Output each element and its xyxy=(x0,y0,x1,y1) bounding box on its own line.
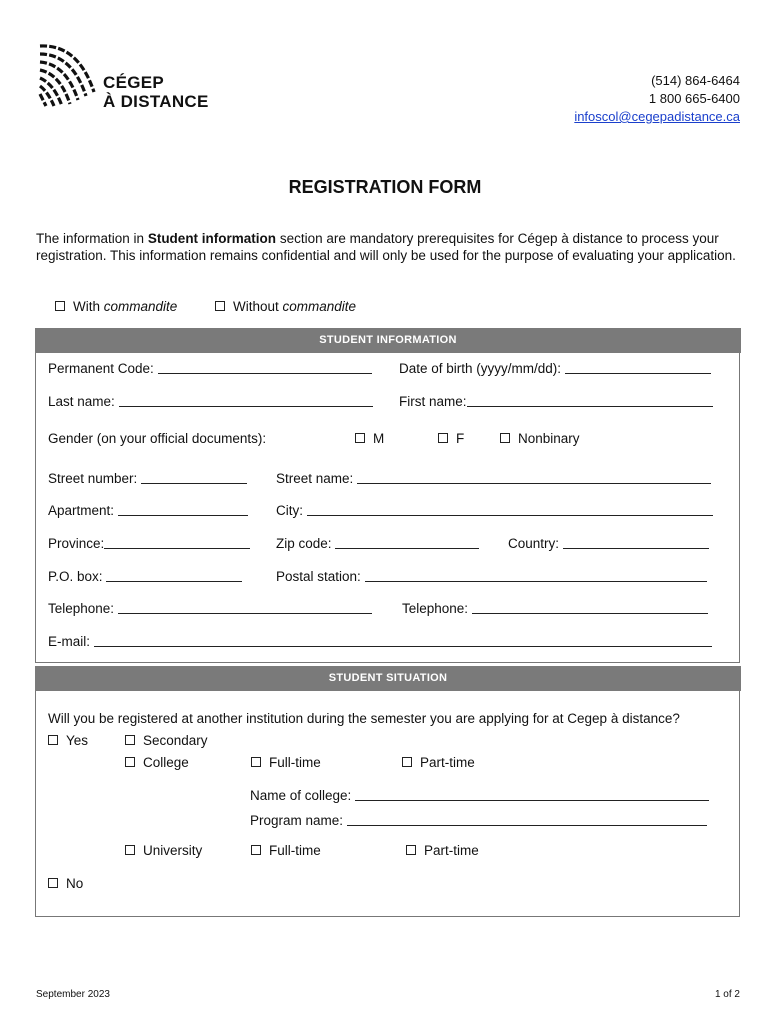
program-name-field[interactable]: Program name: xyxy=(250,813,707,828)
university-full-time-option[interactable]: Full-time xyxy=(251,843,321,858)
with-commandite-option[interactable]: With commandite xyxy=(55,299,177,314)
checkbox-icon[interactable] xyxy=(48,735,58,745)
checkbox-icon[interactable] xyxy=(251,845,261,855)
gender-nonbinary-option[interactable]: Nonbinary xyxy=(500,431,580,446)
checkbox-icon[interactable] xyxy=(125,735,135,745)
permanent-code-field[interactable]: Permanent Code: xyxy=(48,361,372,376)
intro-bold: Student information xyxy=(147,231,277,246)
apartment-field[interactable]: Apartment: xyxy=(48,503,248,518)
zip-code-field[interactable]: Zip code: xyxy=(276,536,479,551)
dob-field[interactable]: Date of birth (yyyy/mm/dd): xyxy=(399,361,711,376)
street-number-field[interactable]: Street number: xyxy=(48,471,247,486)
postal-station-field[interactable]: Postal station: xyxy=(276,569,707,584)
checkbox-icon[interactable] xyxy=(125,845,135,855)
situation-question: Will you be registered at another institution during the semester you are applying for at Cegep à distance? xyxy=(48,711,680,726)
yes-option[interactable]: Yes xyxy=(48,733,88,748)
email-field[interactable]: E-mail: xyxy=(48,634,712,649)
country-field[interactable]: Country: xyxy=(508,536,709,551)
checkbox-icon[interactable] xyxy=(251,757,261,767)
logo-mark-icon xyxy=(38,42,98,108)
gender-label: Gender (on your official documents): xyxy=(48,431,267,446)
without-commandite-option[interactable]: Without commandite xyxy=(215,299,356,314)
university-option[interactable]: University xyxy=(125,843,202,858)
checkbox-icon[interactable] xyxy=(48,878,58,888)
university-part-time-option[interactable]: Part-time xyxy=(406,843,479,858)
footer-page-number: 1 of 2 xyxy=(714,989,740,1000)
telephone-field-1[interactable]: Telephone: xyxy=(48,601,372,616)
telephone-field-2[interactable]: Telephone: xyxy=(402,601,708,616)
checkbox-icon[interactable] xyxy=(402,757,412,767)
po-box-field[interactable]: P.O. box: xyxy=(48,569,242,584)
checkbox-icon[interactable] xyxy=(55,301,65,311)
logo xyxy=(38,42,98,111)
gender-m-option[interactable]: M xyxy=(355,431,384,446)
checkbox-icon[interactable] xyxy=(125,757,135,767)
secondary-option[interactable]: Secondary xyxy=(125,733,208,748)
last-name-field[interactable]: Last name: xyxy=(48,394,373,409)
city-field[interactable]: City: xyxy=(276,503,713,518)
checkbox-icon[interactable] xyxy=(406,845,416,855)
province-field[interactable]: Province: xyxy=(48,536,250,551)
checkbox-icon[interactable] xyxy=(355,433,365,443)
page-title: REGISTRATION FORM xyxy=(288,177,482,197)
student-info-heading: STUDENT INFORMATION xyxy=(35,328,741,353)
checkbox-icon[interactable] xyxy=(500,433,510,443)
logo-text-1: CÉGEP xyxy=(103,73,165,92)
college-part-time-option[interactable]: Part-time xyxy=(402,755,475,770)
first-name-field[interactable]: First name: xyxy=(399,394,713,409)
no-option[interactable]: No xyxy=(48,876,83,891)
intro-text: The information in Student information section are mandatory prerequisites for Cégep à distance to process your registration. This information remains confidential and will only be used for the purpose of evaluating your application. xyxy=(36,231,736,263)
gender-f-option[interactable]: F xyxy=(438,431,464,446)
street-name-field[interactable]: Street name: xyxy=(276,471,711,486)
college-name-field[interactable]: Name of college: xyxy=(250,788,709,803)
logo-text-2: À DISTANCE xyxy=(103,92,209,111)
email-link[interactable]: infoscol@cegepadistance.ca xyxy=(574,109,740,124)
phone-toll-free: 1 800 665-6400 xyxy=(648,91,740,106)
phone-local: (514) 864-6464 xyxy=(651,73,740,88)
footer-date: September 2023 xyxy=(36,989,110,1000)
college-full-time-option[interactable]: Full-time xyxy=(251,755,321,770)
college-option[interactable]: College xyxy=(125,755,189,770)
checkbox-icon[interactable] xyxy=(438,433,448,443)
contact-block xyxy=(574,72,740,126)
student-situation-heading: STUDENT SITUATION xyxy=(35,666,741,691)
checkbox-icon[interactable] xyxy=(215,301,225,311)
